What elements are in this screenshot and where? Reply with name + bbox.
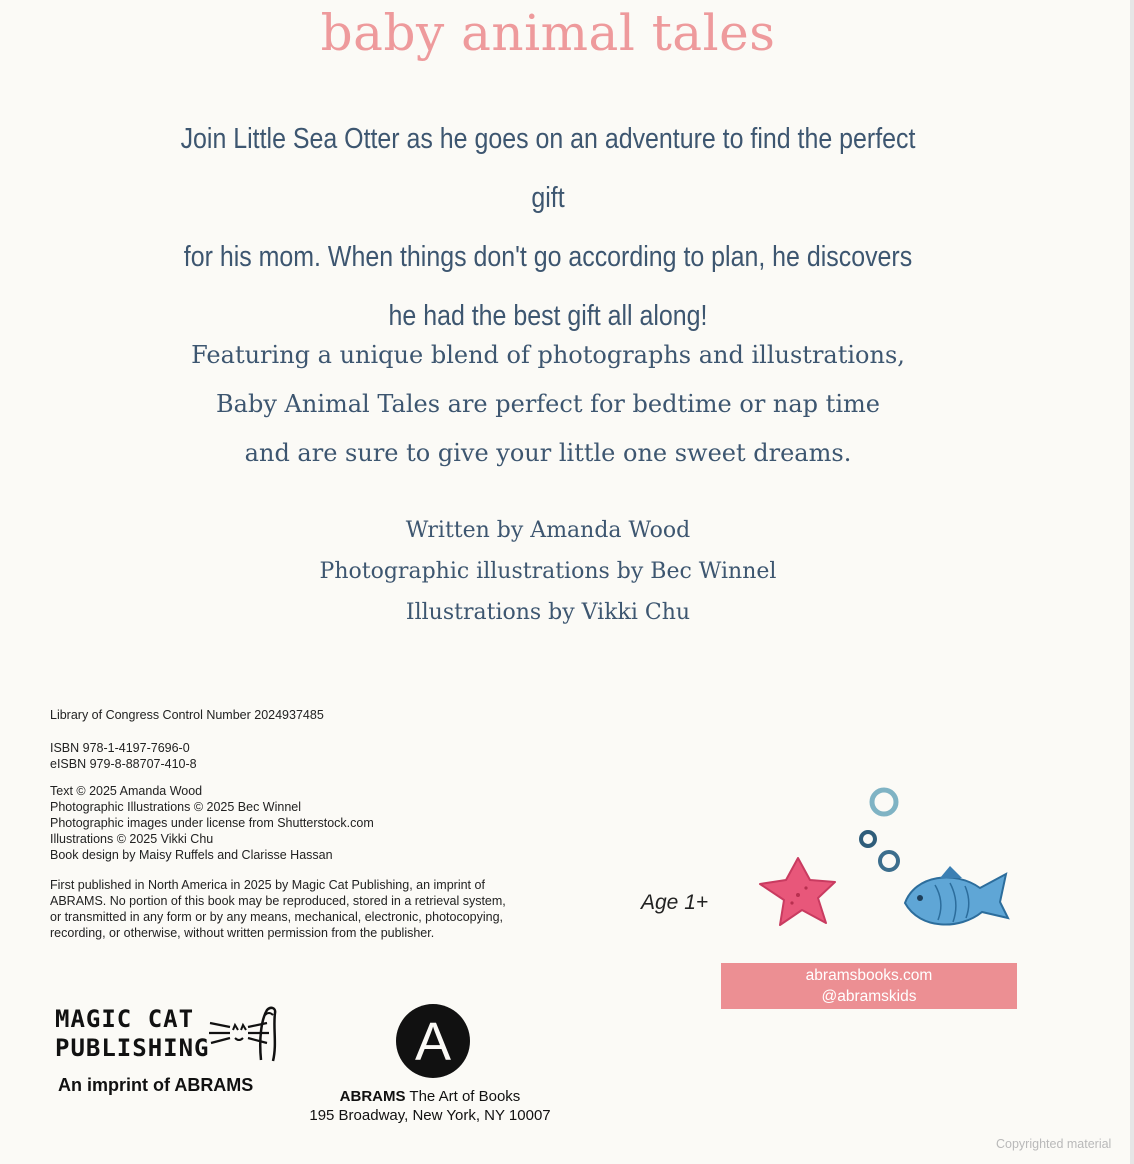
- rights-block: [50, 783, 374, 863]
- book-title: baby animal tales: [320, 4, 776, 62]
- series-description: [100, 331, 996, 478]
- feature-line: Baby Animal Tales are perfect for bedtime or nap time: [216, 390, 880, 418]
- abrams-brand: [300, 1088, 560, 1105]
- age-rating: Age 1+: [641, 891, 709, 914]
- abrams-address: 195 Broadway, New York, NY 10007: [309, 1107, 551, 1124]
- abrams-tagline: The Art of Books: [409, 1088, 521, 1105]
- magic-cat-wordmark: MAGIC CAT: [55, 1005, 195, 1033]
- starfish-icon: [760, 858, 835, 925]
- legal-line: ABRAMS. No portion of this book may be reproduced, stored in a retrieval system,: [50, 894, 506, 908]
- eisbn: eISBN 979-8-88707-410-8: [50, 757, 197, 771]
- isbn: ISBN 978-1-4197-7696-0: [50, 741, 190, 755]
- blurb-line: he had the best gift all along!: [388, 300, 708, 332]
- rights-line: Photographic Illustrations © 2025 Bec Winnel: [50, 800, 302, 814]
- fish-icon: [905, 866, 1008, 925]
- abrams-logo-letter: A: [414, 1012, 452, 1072]
- blurb-line: for his mom. When things don't go according to plan, he discovers: [183, 241, 913, 273]
- social-handle[interactable]: @abramskids: [821, 988, 917, 1005]
- abrams-logo: [395, 1003, 471, 1079]
- story-blurb: [180, 110, 916, 346]
- cat-paw-icon: [205, 1005, 285, 1067]
- page-edge: [1130, 0, 1134, 1164]
- credit-author: Written by Amanda Wood: [405, 518, 691, 543]
- bubble-icon: [861, 832, 875, 846]
- rights-line: Photographic images under license from Shutterstock.com: [50, 816, 374, 830]
- rights-line: Book design by Maisy Ruffels and Clarisse Hassan: [50, 848, 333, 862]
- starfish-fish-illustration: [750, 780, 1020, 950]
- bubble-icon: [880, 852, 898, 870]
- abrams-name: ABRAMS: [339, 1088, 406, 1105]
- isbn-block: [50, 740, 197, 772]
- copyright-watermark: Copyrighted material: [996, 1137, 1112, 1151]
- blurb-line: Join Little Sea Otter as he goes on an adventure to find the perfect gift: [180, 123, 916, 214]
- legal-line: First published in North America in 2025 by Magic Cat Publishing, an imprint of: [50, 878, 485, 892]
- rights-line: Illustrations © 2025 Vikki Chu: [50, 832, 214, 846]
- feature-line: Featuring a unique blend of photographs and illustrations,: [191, 341, 905, 369]
- bubble-icon: [872, 790, 896, 814]
- website-link[interactable]: abramsbooks.com: [805, 967, 933, 984]
- legal-line: or transmitted in any form or by any means, mechanical, electronic, photocopying,: [50, 910, 503, 924]
- lccn: Library of Congress Control Number 2024937485: [50, 708, 324, 722]
- rights-line: Text © 2025 Amanda Wood: [50, 784, 203, 798]
- legal-line: recording, or otherwise, without written permission from the publisher.: [50, 926, 435, 940]
- imprint-label: An imprint of ABRAMS: [58, 1075, 254, 1095]
- credit-photographer: Photographic illustrations by Bec Winnel: [319, 559, 777, 584]
- magic-cat-wordmark: PUBLISHING: [55, 1034, 210, 1062]
- credits: [200, 510, 896, 633]
- feature-line: and are sure to give your little one sweet dreams.: [244, 439, 852, 467]
- legal-notice: [50, 877, 550, 941]
- credit-illustrator: Illustrations by Vikki Chu: [405, 600, 691, 625]
- website-banner: [721, 963, 1017, 1009]
- magic-cat-logo: [55, 1005, 285, 1075]
